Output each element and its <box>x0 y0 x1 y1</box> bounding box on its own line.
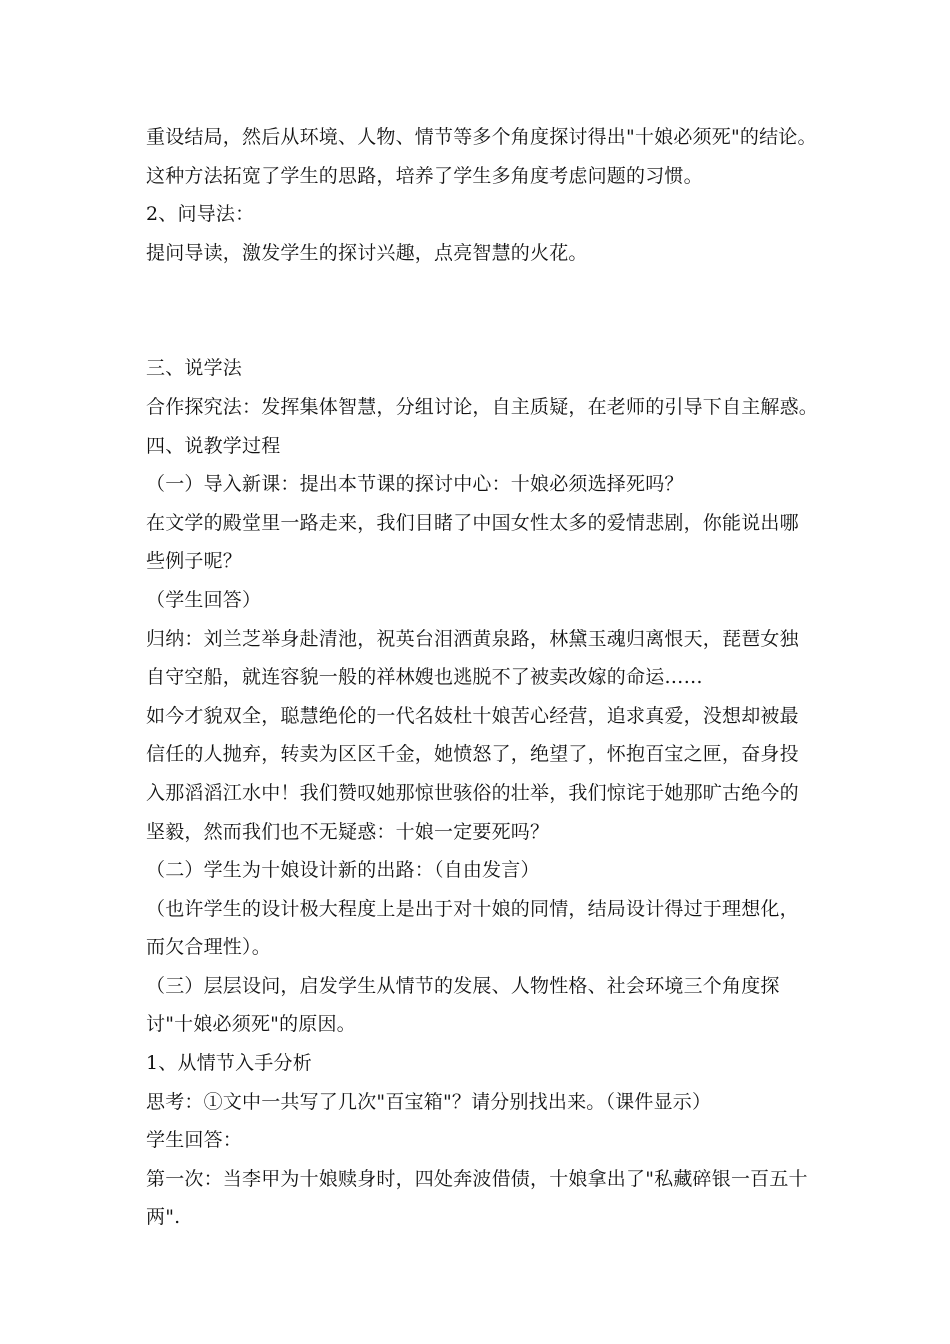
sub-heading: （三）层层设问，启发学生从情节的发展、人物性格、社会环境三个角度探 <box>146 974 780 997</box>
paragraph-line: 归纳：刘兰芝举身赴清池，祝英台泪洒黄泉路，林黛玉魂归离恨天，琵琶女独 <box>146 627 799 650</box>
section-heading: 三、说学法 <box>146 357 243 380</box>
paragraph-line: （也许学生的设计极大程度上是出于对十娘的同情，结局设计得过于理想化， <box>146 897 799 920</box>
paragraph-line: 第一次：当李甲为十娘赎身时，四处奔波借债，十娘拿出了"私藏碎银一百五十 <box>146 1167 808 1190</box>
paragraph-line: 提问导读，激发学生的探讨兴趣，点亮智慧的火花。 <box>146 241 588 264</box>
sub-heading: （一）导入新课：提出本节课的探讨中心：十娘必须选择死吗？ <box>146 473 684 496</box>
paragraph-line: 学生回答： <box>146 1129 243 1152</box>
paragraph-line: 这种方法拓宽了学生的思路，培养了学生多角度考虑问题的习惯。 <box>146 164 703 187</box>
paragraph-line: 在文学的殿堂里一路走来，我们目睹了中国女性太多的爱情悲剧，你能说出哪 <box>146 511 799 534</box>
section-heading: 四、说教学过程 <box>146 434 281 457</box>
paragraph-line: （学生回答） <box>146 588 262 611</box>
paragraph-line: 信任的人抛弃，转卖为区区千金，她愤怒了，绝望了，怀抱百宝之匣，奋身投 <box>146 743 799 766</box>
document-body <box>146 118 836 1237</box>
paragraph-line: 合作探究法：发挥集体智慧，分组讨论，自主质疑，在老师的引导下自主解惑。 <box>146 395 819 418</box>
paragraph-line: 些例子呢？ <box>146 550 243 573</box>
paragraph-line: 思考：①文中一共写了几次"百宝箱"？请分别找出来。（课件显示） <box>146 1090 712 1113</box>
section-heading: 2、问导法： <box>146 203 255 226</box>
blank-gap <box>146 272 836 349</box>
paragraph-line: 入那滔滔江水中！我们赞叹她那惊世骇俗的壮举，我们惊诧于她那旷古绝今的 <box>146 781 799 804</box>
sub-heading: （二）学生为十娘设计新的出路：（自由发言） <box>146 859 540 882</box>
paragraph-line: 而欠合理性）。 <box>146 936 271 959</box>
paragraph-line: 重设结局，然后从环境、人物、情节等多个角度探讨得出"十娘必须死"的结论。 <box>146 126 817 148</box>
paragraph-line: 自守空船，就连容貌一般的祥林嫂也逃脱不了被卖改嫁的命运…… <box>146 666 703 689</box>
paragraph-line: 两". <box>146 1206 181 1229</box>
paragraph-line: 如今才貌双全，聪慧绝伦的一代名妓杜十娘苦心经营，追求真爱，没想却被最 <box>146 704 799 727</box>
paragraph-line: 讨"十娘必须死"的原因。 <box>146 1013 356 1036</box>
section-heading: 1、从情节入手分析 <box>146 1052 312 1075</box>
paragraph-line: 坚毅，然而我们也不无疑惑：十娘一定要死吗？ <box>146 820 550 843</box>
